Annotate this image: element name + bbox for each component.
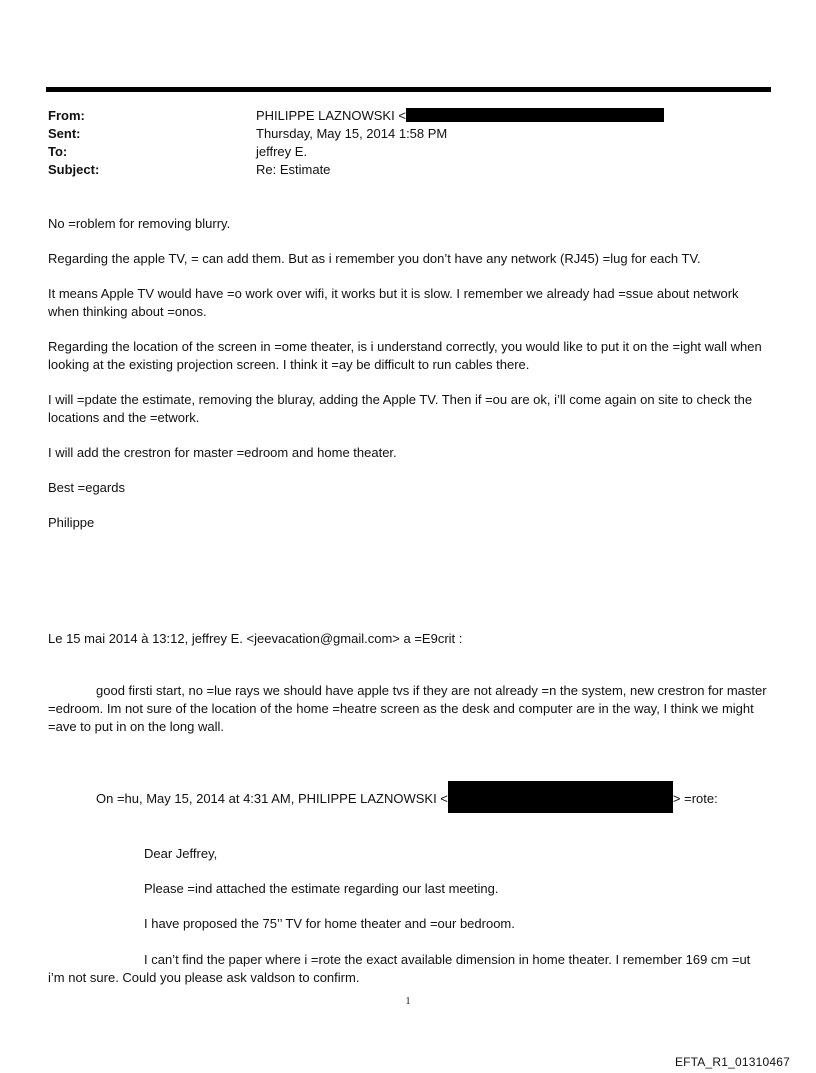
nested-greeting: Dear Jeffrey, bbox=[144, 846, 218, 861]
from-name: PHILIPPE LAZNOWSKI < bbox=[256, 108, 406, 123]
attribution-suffix: > =rote: bbox=[672, 791, 718, 806]
subject-value: Re: Estimate bbox=[256, 162, 331, 177]
reply-paragraph: Regarding the apple TV, = can add them. But as i remember you don’t have any network (RJ45) =lug for each TV. bbox=[48, 251, 701, 266]
nested-paragraph: I have proposed the 75’’ TV for home theater and =our bedroom. bbox=[144, 916, 515, 931]
reply-signature: Philippe bbox=[48, 515, 95, 530]
quoted-attribution: Le 15 mai 2014 à 13:12, jeffrey E. <jeevacation@gmail.com> a =E9crit : bbox=[48, 631, 463, 646]
sent-value: Thursday, May 15, 2014 1:58 PM bbox=[256, 126, 448, 141]
sent-label: Sent: bbox=[48, 126, 81, 141]
reply-paragraph: No =roblem for removing blurry. bbox=[48, 216, 231, 231]
quoted-body: good firsti start, no =lue rays we should have apple tvs if they are not already =n the system, new crestron for master =edroom. Im not sure of the location of the home =heatre screen as the desk and computer are in the way, I think we might =ave to put in on the long wall. bbox=[48, 683, 767, 734]
header-rule bbox=[46, 87, 771, 92]
from-label: From: bbox=[48, 108, 85, 123]
to-row bbox=[48, 143, 664, 161]
nested-paragraph: I can’t find the paper where i =rote the exact available dimension in home theater. I remember 169 cm =ut i’m not sure. Could you please ask valdson to confirm. bbox=[48, 952, 751, 985]
page-number: 1 bbox=[405, 996, 411, 1007]
redaction-block bbox=[406, 108, 664, 122]
reply-body bbox=[48, 215, 768, 549]
reply-paragraph: I will add the crestron for master =edroom and home theater. bbox=[48, 445, 397, 460]
reply-paragraph: It means Apple TV would have =o work over wifi, it works but it is slow. I remember we already had =ssue about network when thinking about =onos. bbox=[48, 286, 739, 319]
from-value bbox=[256, 107, 664, 125]
document-id: EFTA_R1_01310467 bbox=[674, 1055, 790, 1069]
subject-label: Subject: bbox=[48, 162, 100, 177]
reply-signoff: Best =egards bbox=[48, 480, 125, 495]
reply-paragraph: I will =pdate the estimate, removing the bluray, adding the Apple TV. Then if =ou are ok, i’ll come again on site to check the locations and the =etwork. bbox=[48, 392, 753, 425]
redaction-block bbox=[448, 781, 673, 813]
subject-row bbox=[48, 161, 664, 179]
email-header bbox=[48, 107, 664, 179]
from-row bbox=[48, 107, 664, 125]
sent-row bbox=[48, 125, 664, 143]
to-label: To: bbox=[48, 144, 68, 159]
quoted-attribution-2 bbox=[96, 790, 718, 813]
to-value: jeffrey E. bbox=[256, 144, 308, 159]
reply-paragraph: Regarding the location of the screen in =ome theater, is i understand correctly, you would like to put it on the =ight wall when looking at the existing projection screen. I think it =ay be difficult to run cables there. bbox=[48, 339, 762, 372]
attribution-prefix: On =hu, May 15, 2014 at 4:31 AM, PHILIPPE LAZNOWSKI < bbox=[96, 791, 448, 806]
nested-paragraph: Please =ind attached the estimate regarding our last meeting. bbox=[144, 881, 499, 896]
